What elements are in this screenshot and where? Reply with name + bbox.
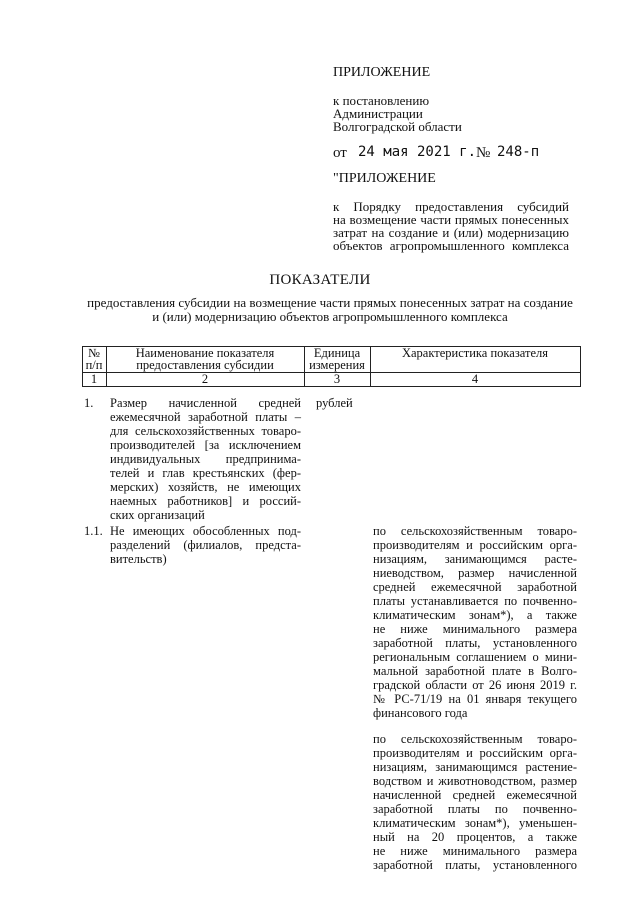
decree-line-2: Администрации	[333, 106, 423, 121]
table-col-border-4	[580, 346, 581, 387]
order-line-3: затрат на создание и (или) модернизацию	[333, 225, 569, 240]
row-1-name-line: Размер начисленной средней	[110, 396, 301, 410]
decree-date: 24 мая 2021 г.	[358, 144, 477, 160]
row-1-number: 1.	[84, 396, 94, 410]
order-line-1: к Порядку предоставления субсидий	[333, 199, 569, 214]
char-1-line: финансового года	[373, 706, 468, 720]
char-1-line: климатическим зонам*), а также	[373, 608, 577, 622]
header-characteristic: Характеристика показателя	[401, 346, 549, 360]
decree-line-1: к постановлению	[333, 93, 430, 108]
char-2-line: не ниже минимального размера	[373, 844, 577, 858]
header-num-2: п/п	[85, 358, 103, 372]
decree-number: 248-п	[497, 144, 540, 160]
char-2-line: заработной платы по почвенно-	[373, 802, 577, 816]
char-1-line: не ниже минимального размера	[373, 622, 577, 636]
row-1-name-line: для сельскохозяйственных товаро-	[110, 424, 301, 438]
char-1-line: региональным соглашением о мини-	[373, 650, 577, 664]
row-1-1-number: 1.1.	[84, 524, 103, 538]
header-num-1: №	[88, 346, 100, 360]
document-title: ПОКАЗАТЕЛИ	[269, 272, 371, 288]
char-1-line: средней ежемесячной заработной	[373, 580, 577, 594]
header-unit-2: измерения	[309, 358, 365, 372]
char-2-line: климатическим зонам*), уменьшен-	[373, 816, 577, 830]
order-line-4: объектов агропромышленного комплекса	[333, 238, 569, 253]
char-1-line: заработной платы, установленного	[373, 636, 577, 650]
char-1-line: ниеводством, размер начисленной	[373, 566, 577, 580]
document-subtitle-2: и (или) модернизацию объектов агропромышленного комплекса	[152, 309, 508, 324]
char-1-line: мальной заработной плате в Волго-	[373, 664, 577, 678]
row-1-name-line: производителей [за исключением	[110, 438, 301, 452]
order-line-2: на возмещение части прямых понесенных	[333, 212, 569, 227]
header-name-2: предоставления субсидии	[136, 358, 274, 372]
row-1-name-line: ежемесячной заработной платы –	[110, 410, 301, 424]
char-2-line: низациям, занимающимся растение-	[373, 760, 577, 774]
appendix-title: ПРИЛОЖЕНИЕ	[333, 65, 431, 80]
row-1-1-name-line: разделений (филиалов, предста-	[110, 538, 301, 552]
char-1-line: № РС-71/19 на 01 января текущего	[373, 692, 577, 706]
char-1-line: градской области от 26 июня 2019 г.	[373, 678, 577, 692]
header-unit-1: Единица	[313, 346, 361, 360]
row-1-name-line: наемных работников] и россий-	[110, 494, 301, 508]
char-1-line: производителям и российским орга-	[373, 538, 577, 552]
table-border-numbers	[82, 386, 580, 387]
appendix-title-2: "ПРИЛОЖЕНИЕ	[333, 171, 436, 186]
char-1-line: по сельскохозяйственным товаро-	[373, 524, 577, 538]
col-number-4: 4	[471, 372, 479, 386]
col-number-1: 1	[90, 372, 98, 386]
col-number-3: 3	[333, 372, 341, 386]
document-subtitle-1: предоставления субсидии на возмещение части прямых понесенных затрат на создание	[87, 295, 573, 310]
row-1-1-name-line: вительств)	[110, 552, 167, 566]
row-1-name-line: ских организаций	[110, 508, 205, 522]
decree-line-3: Волгоградской области	[333, 119, 462, 134]
char-2-line: по сельскохозяйственным товаро-	[373, 732, 577, 746]
row-1-name-line: индивидуальных предпринима-	[110, 452, 301, 466]
row-1-unit: рублей	[316, 396, 353, 410]
char-2-line: ный на 20 процентов, а также	[373, 830, 577, 844]
row-1-name-line: телей и глав крестьянских (фер-	[110, 466, 301, 480]
char-2-line: заработной платы, установленного	[373, 858, 577, 872]
char-1-line: низациям, занимающимся расте-	[373, 552, 577, 566]
header-name-1: Наименование показателя	[135, 346, 275, 360]
row-1-1-name-line: Не имеющих обособленных под-	[110, 524, 301, 538]
char-2-line: водством и животноводством, размер	[373, 774, 577, 788]
col-number-2: 2	[201, 372, 209, 386]
char-2-line: начисленной средней ежемесячной	[373, 788, 577, 802]
decree-date-prefix: от	[333, 145, 347, 161]
char-2-line: производителям и российским орга-	[373, 746, 577, 760]
row-1-name-line: мерских) хозяйств, не имеющих	[110, 480, 301, 494]
decree-number-sign: №	[476, 145, 491, 161]
char-1-line: платы устанавливается по почвенно-	[373, 594, 577, 608]
